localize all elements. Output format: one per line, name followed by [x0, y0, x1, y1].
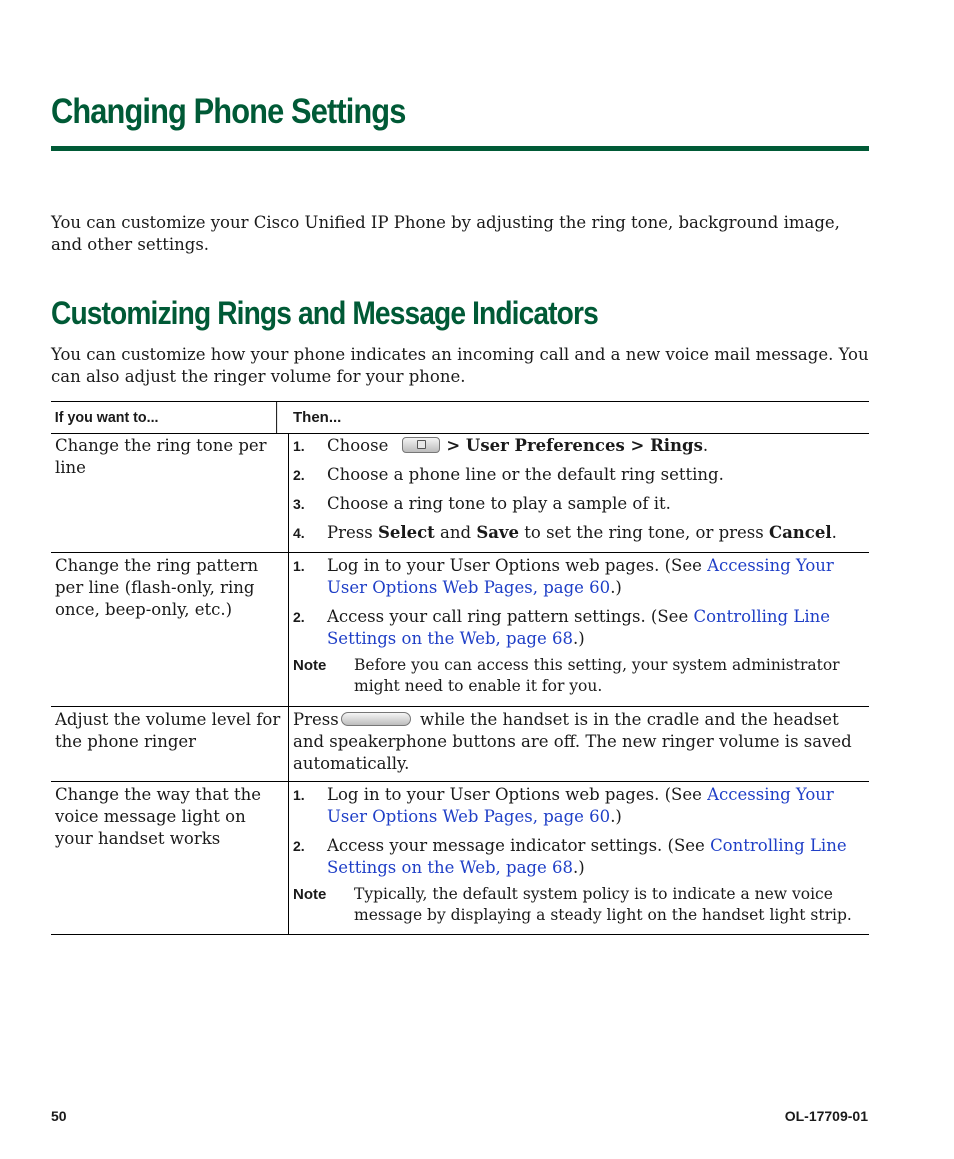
page-number: 50: [51, 1108, 67, 1124]
step-text: Choose a ring tone to play a sample of it.: [327, 494, 671, 513]
step: [293, 522, 861, 544]
step-text: .: [831, 523, 837, 542]
link-accessing-user-options[interactable]: Accessing Your User Options Web Pages, page 60: [327, 556, 834, 597]
step: [293, 493, 861, 515]
step-number: 2.: [293, 609, 305, 625]
step-number: 1.: [293, 787, 305, 803]
row-want: Adjust the volume level for the phone ringer: [51, 707, 289, 781]
step-number: 2.: [293, 838, 305, 854]
step-text: to set the ring tone, or press: [519, 523, 769, 542]
title-rule: [51, 146, 869, 151]
section-intro-paragraph: You can customize how your phone indicates an incoming call and a new voice mail message. You can also adjust the ringer volume for your phone.: [51, 345, 869, 386]
note: [293, 655, 861, 697]
link-controlling-line-settings[interactable]: Controlling Line Settings on the Web, page 68: [327, 836, 847, 877]
volume-rocker-icon: [341, 712, 411, 726]
settings-table: [51, 401, 869, 935]
note-label: Note: [293, 886, 327, 903]
note-label: Note: [293, 657, 327, 674]
select-softkey: Select: [377, 523, 435, 542]
settings-button-icon: [402, 437, 440, 453]
step-number: 1.: [293, 558, 305, 574]
save-softkey: Save: [476, 523, 520, 542]
step-text: Access your message indicator settings. (See: [327, 836, 711, 855]
step-text: Choose: [327, 436, 389, 455]
step: [293, 435, 861, 457]
step-text-end: .): [610, 578, 622, 597]
step-number: 3.: [293, 496, 305, 512]
table-row: [51, 434, 869, 553]
link-controlling-line-settings[interactable]: Controlling Line Settings on the Web, page 68: [327, 607, 830, 648]
intro-paragraph: You can customize your Cisco Unified IP Phone by adjusting the ring tone, background image, and other settings.: [51, 213, 840, 254]
note-text: Before you can access this setting, your system administrator might need to enable it for you.: [354, 656, 840, 695]
table-row: [51, 782, 869, 935]
step: [293, 606, 861, 650]
link-accessing-user-options[interactable]: Accessing Your User Options Web Pages, page 60: [327, 785, 834, 826]
cancel-softkey: Cancel: [768, 523, 832, 542]
document-id: OL-17709-01: [784, 1108, 868, 1124]
step: [293, 464, 861, 486]
row-want: Change the ring tone per line: [51, 434, 289, 552]
note-text: Typically, the default system policy is to indicate a new voice message by displaying a steady light on the handset light strip.: [354, 885, 852, 924]
row-then: [289, 553, 869, 706]
press-text: Press: [293, 710, 339, 729]
row-then: [289, 434, 869, 552]
row-want: Change the way that the voice message light on your handset works: [51, 782, 289, 934]
step-text-end: .: [702, 436, 709, 455]
row-then: [289, 782, 869, 934]
table-row: [51, 553, 869, 707]
step-text: and: [434, 523, 477, 542]
table-header-row: [51, 401, 869, 434]
table-row: [51, 707, 869, 782]
volume-instructions: while the handset is in the cradle and the headset and speakerphone buttons are off. The new ringer volume is saved automatically.: [293, 710, 852, 773]
section-title: Customizing Rings and Message Indicators: [51, 295, 598, 331]
row-want: Change the ring pattern per line (flash-only, ring once, beep-only, etc.): [51, 553, 289, 706]
header-then: Then...: [293, 409, 342, 426]
step-text: Log in to your User Options web pages. (See: [327, 556, 708, 575]
header-want: If you want to...: [51, 402, 277, 433]
note: [293, 884, 861, 926]
step-text-end: .): [610, 807, 622, 826]
menu-path: > User Preferences > Rings: [446, 436, 703, 455]
step-number: 2.: [293, 467, 305, 483]
step-text: Access your call ring pattern settings. (See: [327, 607, 694, 626]
step: [293, 784, 861, 828]
step-text-end: .): [572, 629, 585, 648]
step-text: Press: [327, 523, 378, 542]
step-text: Log in to your User Options web pages. (See: [327, 785, 708, 804]
page-title: Changing Phone Settings: [51, 92, 406, 131]
step: [293, 555, 861, 599]
step-text: Choose a phone line or the default ring setting.: [327, 465, 724, 484]
step-number: 4.: [293, 525, 305, 541]
step-number: 1.: [293, 438, 305, 454]
row-then: [289, 707, 869, 781]
step-text-end: .): [572, 858, 585, 877]
step: [293, 835, 861, 879]
